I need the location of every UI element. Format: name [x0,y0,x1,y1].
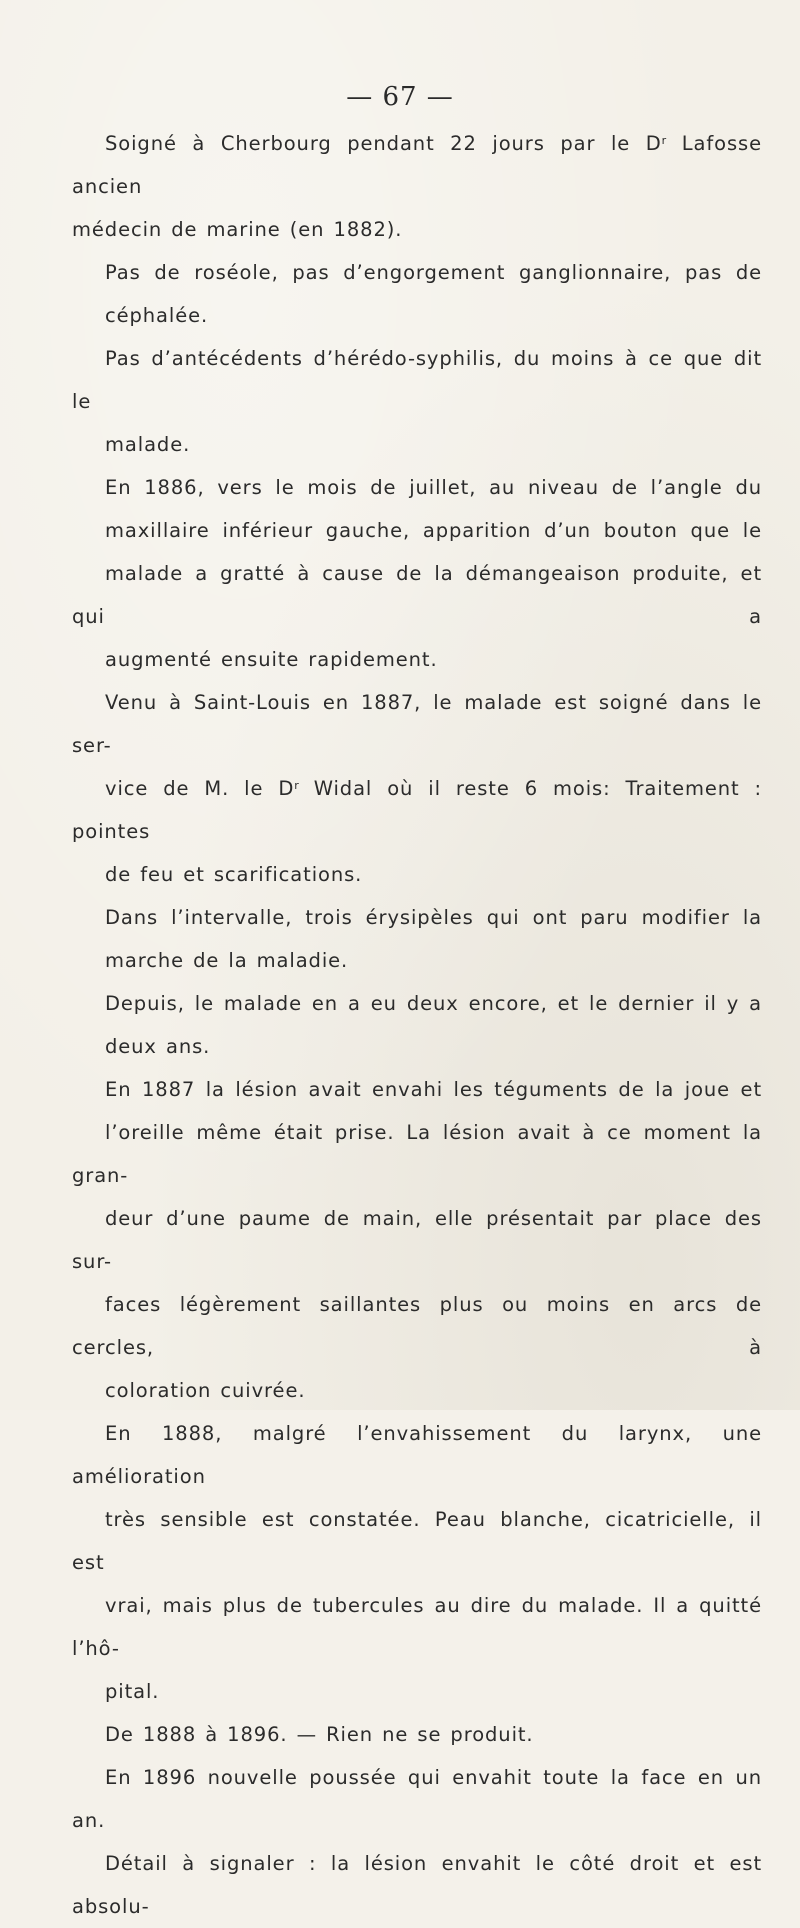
paragraph-10-line-1: De 1888 à 1896. — Rien ne se produit. [105,1723,534,1746]
page-number: — 67 — [346,82,454,112]
paragraph-7-line-1: Depuis, le malade en a eu deux encore, et le dernier il y a [105,992,762,1015]
paragraph-4-line-4: augmenté ensuite rapidement. [105,648,438,671]
paragraph-10 [72,1713,762,1756]
paragraph-5-line-1: Venu à Saint-Louis en 1887, le malade est soigné dans le ser- [72,691,762,757]
paragraph-7 [72,982,762,1068]
paragraph-1-line-2: médecin de marine (en 1882). [72,218,403,241]
paragraph-8-line-4: faces légèrement saillantes plus ou moins en arcs de cercles, à [72,1293,762,1359]
paragraph-3 [72,337,762,466]
paragraph-6-line-1: Dans l’intervalle, trois érysipèles qui ont paru modifier la [105,906,762,929]
p1-superscript: r [661,134,667,147]
p1-text-b: Lafosse ancien [72,132,763,198]
paragraph-1-line-1 [72,122,762,208]
paragraph-6 [72,896,762,982]
p5-text-a: vice de M. le D [105,777,295,800]
paragraph-9-line-3: vrai, mais plus de tubercules au dire du malade. Il a quitté l’hô- [72,1594,762,1660]
paragraph-5 [72,681,762,896]
p1-text-a: Soigné à Cherbourg pendant 22 jours par le D [105,132,662,155]
paragraph-11-line-1: En 1896 nouvelle poussée qui envahit toute la face en un an. [72,1766,762,1832]
paragraph-1 [72,122,762,251]
paragraph-4 [72,466,762,681]
p5-text-b: Widal où il reste 6 mois: Traitement : pointes [72,777,762,843]
paragraph-9-line-4: pital. [105,1680,160,1703]
paragraph-8-line-2: l’oreille même était prise. La lésion avait à ce moment la gran- [72,1121,762,1187]
paragraph-6-line-2: marche de la maladie. [105,949,349,972]
paragraph-12 [72,1842,762,1928]
paragraph-2-line-2: céphalée. [105,304,209,327]
paragraph-12-line-1: Détail à signaler : la lésion envahit le côté droit et est absolu- [72,1852,762,1918]
paragraph-11 [72,1756,762,1842]
paragraph-4-line-2: maxillaire inférieur gauche, apparition d’un bouton que le [105,519,762,542]
paragraph-9-line-2: très sensible est constatée. Peau blanche, cicatricielle, il est [72,1508,762,1574]
paragraph-5-line-3: de feu et scarifications. [105,863,363,886]
paragraph-5-line-2 [72,767,762,853]
paragraph-3-line-1: Pas d’antécédents d’hérédo-syphilis, du moins à ce que dit le [72,347,762,413]
p5-superscript: r [294,779,299,792]
paragraph-3-line-2: malade. [105,433,191,456]
paragraph-8-line-1: En 1887 la lésion avait envahi les téguments de la joue et [105,1078,762,1101]
paragraph-2 [72,251,762,337]
paragraph-4-line-1: En 1886, vers le mois de juillet, au niveau de l’angle du [105,476,762,499]
paragraph-8-line-5: coloration cuivrée. [105,1379,306,1402]
paragraph-9-line-1: En 1888, malgré l’envahissement du larynx, une amélioration [72,1422,762,1488]
body-text [72,122,762,1928]
paragraph-8 [72,1068,762,1412]
paragraph-2-line-1: Pas de roséole, pas d’engorgement ganglionnaire, pas de [105,261,762,284]
paragraph-9 [72,1412,762,1713]
paragraph-7-line-2: deux ans. [105,1035,211,1058]
paragraph-8-line-3: deur d’une paume de main, elle présentait par place des sur- [72,1207,762,1273]
paragraph-4-line-3: malade a gratté à cause de la démangeaison produite, et qui a [72,562,762,628]
